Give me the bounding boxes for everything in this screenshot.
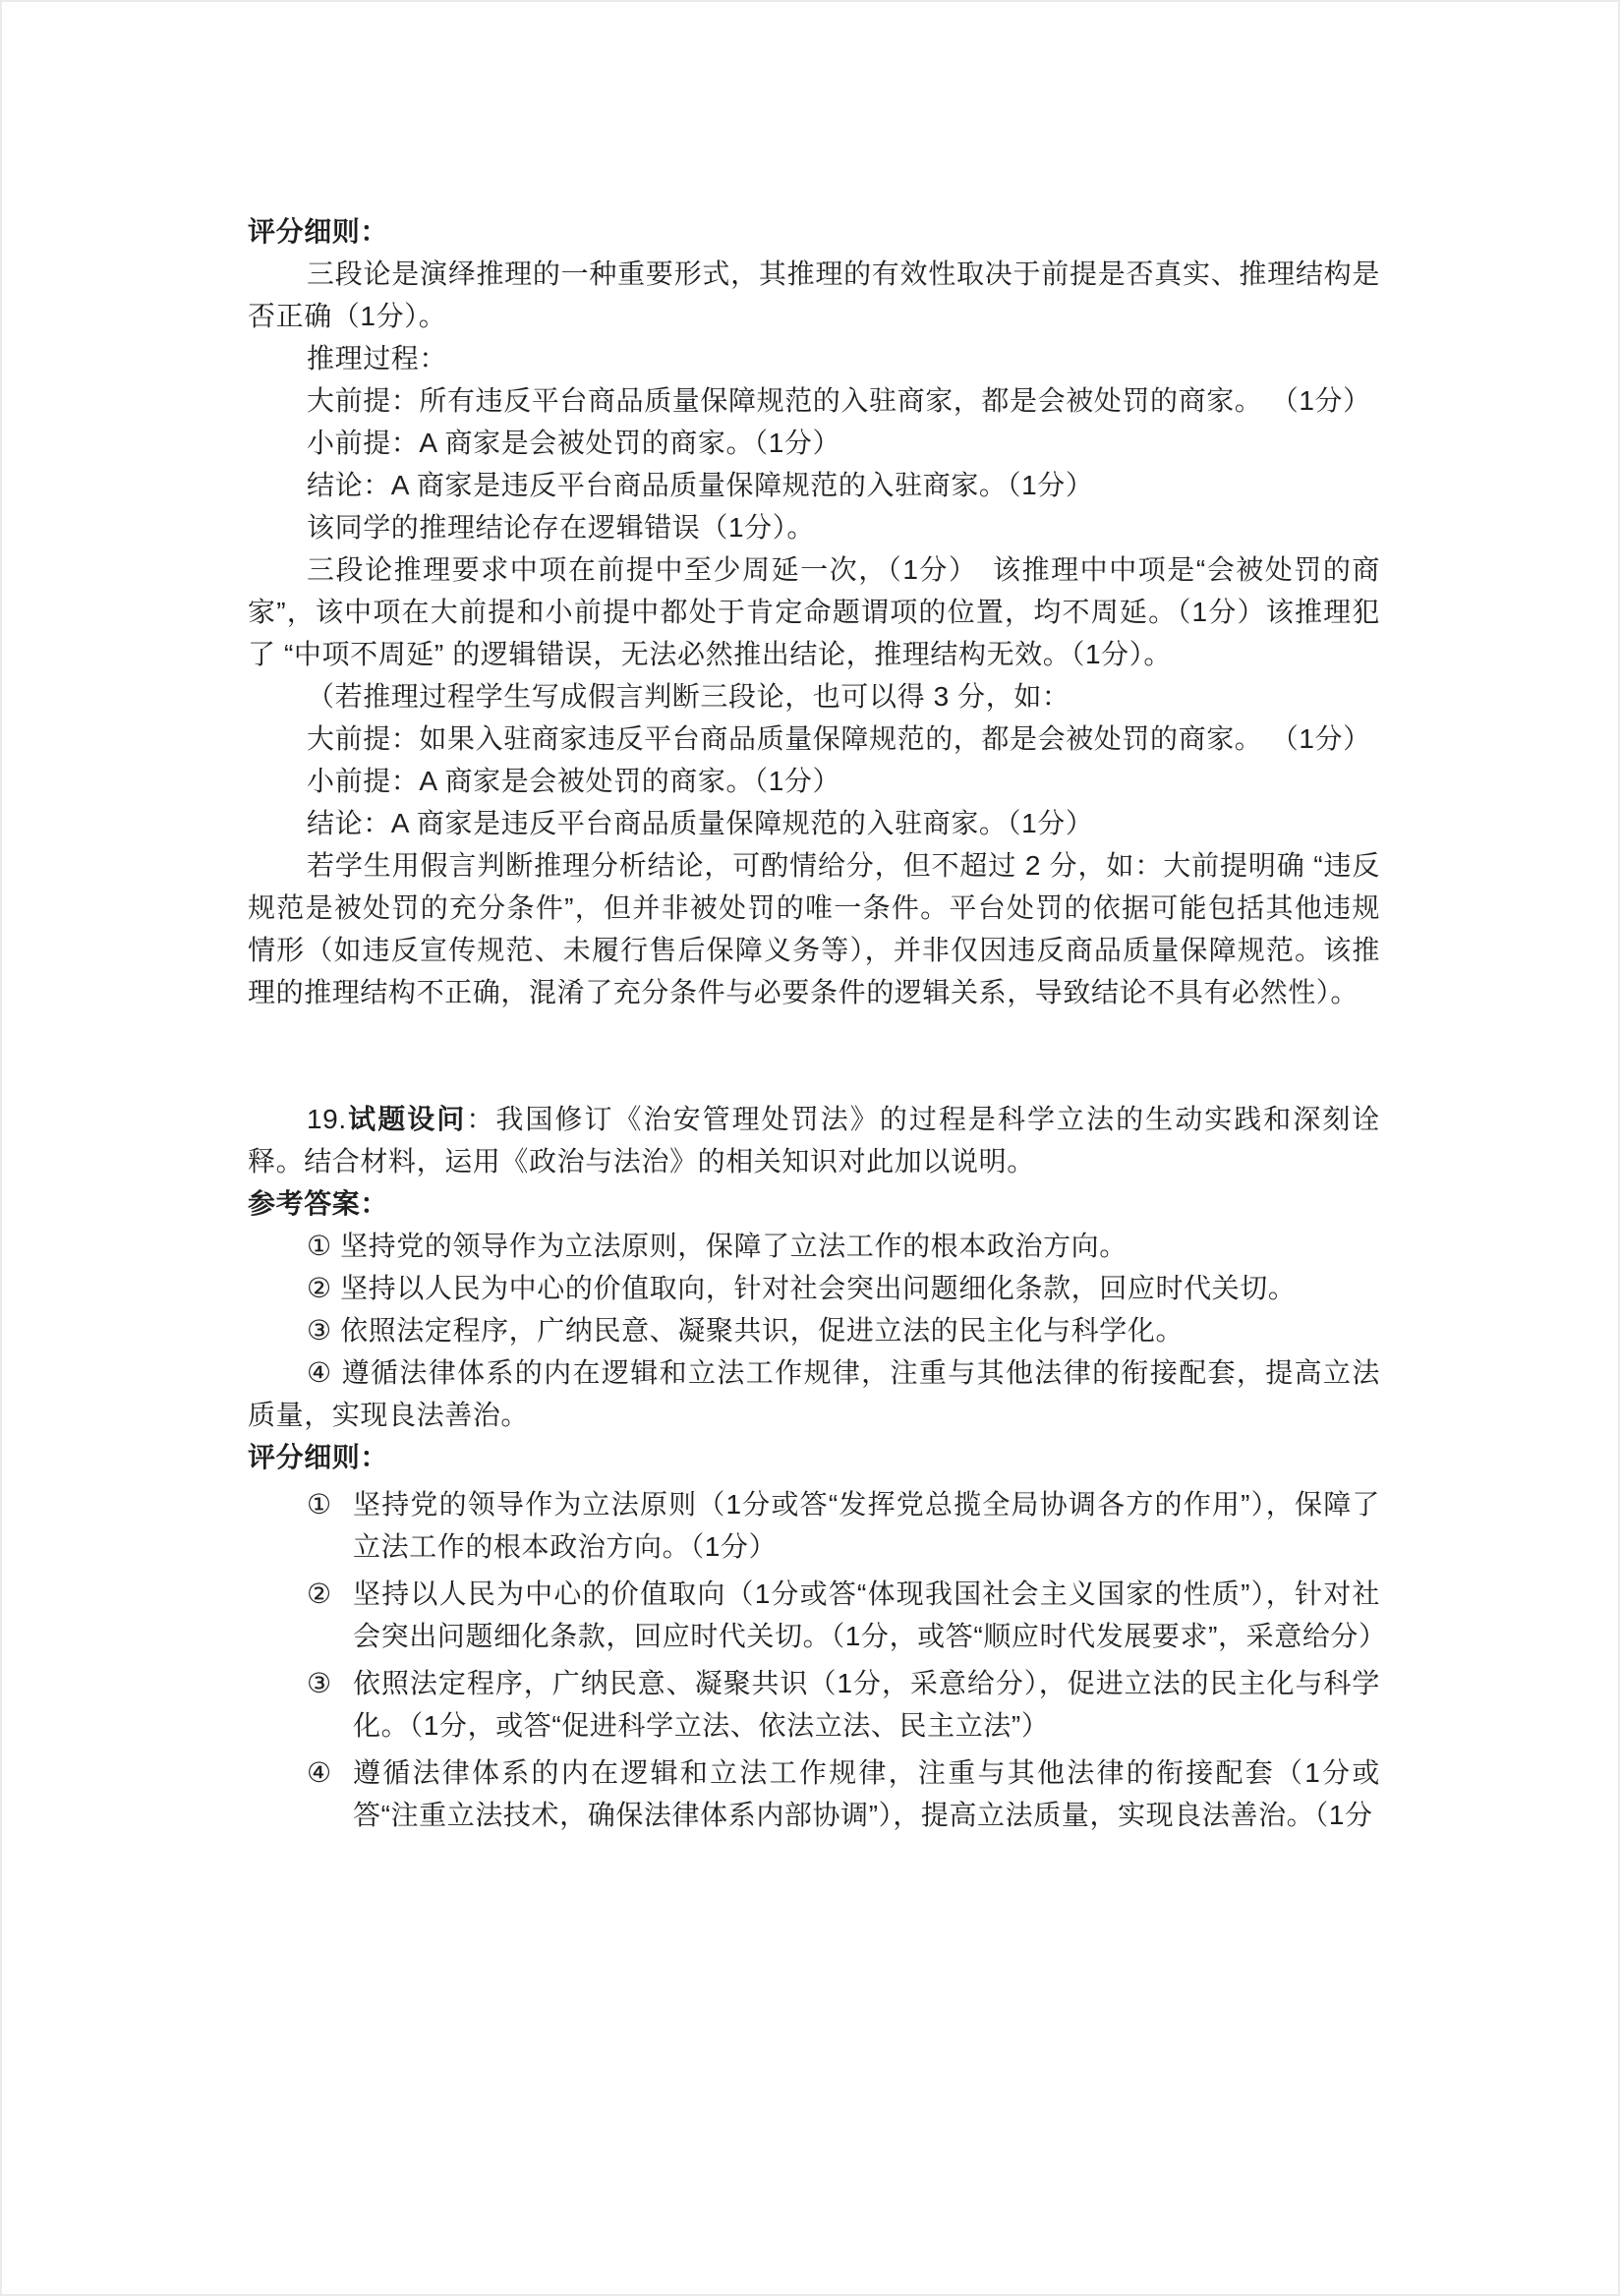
text-run: 该同学的推理结论存在逻辑错误（1分）。 xyxy=(307,512,815,543)
paragraph xyxy=(248,760,1380,802)
paragraph xyxy=(248,1351,1380,1436)
text-run: 三段论是演绎推理的一种重要形式，其推理的有效性取决于前提是否真实、推理结构是否正确（1分）。 xyxy=(248,258,1380,331)
item-text xyxy=(353,1662,1380,1747)
text-run: ② 坚持以人民为中心的价值取向，针对社会突出问题细化条款，回应时代关切。 xyxy=(307,1273,1297,1303)
text-run: ③ 依照法定程序，广纳民意、凝聚共识，促进立法的民主化与科学化。 xyxy=(307,1315,1185,1346)
bold-text-run: 试题设问 xyxy=(346,1104,467,1134)
rubric-item xyxy=(248,1483,1380,1568)
paragraph xyxy=(248,253,1380,337)
item-text xyxy=(353,1573,1387,1657)
text-run: 若学生用假言判断推理分析结论，可酌情给分，但不超过 2 分，如：大前提明确 “违反规范是被处罚的充分条件”，但并非被处罚的唯一条件。平台处罚的依据可能包括其他违规情形（如违反宣传规范、未履行售后保障义务等），并非仅因违反商品质量保障规范。该推理的推理结构不正确，混淆了充分条件与必要条件的逻辑关系，导致结论不具有必然性）。 xyxy=(248,850,1380,1007)
section-heading xyxy=(248,210,1380,253)
text-run: ① 坚持党的领导作为立法原则，保障了立法工作的根本政治方向。 xyxy=(307,1231,1128,1261)
paragraph xyxy=(248,464,1380,506)
text-run: 大前提：如果入驻商家违反平台商品质量保障规范的，都是会被处罚的商家。 （1分） xyxy=(307,723,1371,754)
text-run: 小前提：A 商家是会被处罚的商家。（1分） xyxy=(307,766,841,796)
bold-text-run: 评分细则： xyxy=(248,216,389,247)
text-run: （若推理过程学生写成假言判断三段论，也可以得 3 分，如： xyxy=(307,681,1070,712)
rubric-item xyxy=(248,1662,1380,1747)
paragraph xyxy=(248,1267,1380,1309)
text-run: 大前提：所有违反平台商品质量保障规范的入驻商家，都是会被处罚的商家。 （1分） xyxy=(307,385,1371,416)
text-run: 坚持以人民为中心的价值取向（1分或答“体现我国社会主义国家的性质”），针对社会突出问题细化条款，回应时代关切。（1分，或答“顺应时代发展要求”，采意给分） xyxy=(353,1578,1387,1651)
item-number: ② xyxy=(307,1578,332,1609)
paragraph xyxy=(248,1098,1380,1182)
text-run: 19. xyxy=(307,1104,347,1134)
item-number: ④ xyxy=(307,1757,332,1788)
rubric-item xyxy=(248,1573,1387,1657)
paragraph xyxy=(248,844,1380,1013)
item-number: ③ xyxy=(307,1668,332,1698)
paragraph xyxy=(248,379,1380,422)
paragraph xyxy=(248,422,1380,464)
text-run: 坚持党的领导作为立法原则（1分或答“发挥党总揽全局协调各方的作用”），保障了立法工作的根本政治方向。（1分） xyxy=(353,1489,1380,1562)
text-run: 结论：A 商家是违反平台商品质量保障规范的入驻商家。（1分） xyxy=(307,808,1094,838)
text-run: 三段论推理要求中项在前提中至少周延一次，（1分） 该推理中中项是“会被处罚的商家”，该中项在大前提和小前提中都处于肯定命题谓项的位置，均不周延。（1分）该推理犯了 “中项不周延” 的逻辑错误，无法必然推出结论，推理结构无效。（1分）。 xyxy=(248,554,1380,669)
paragraph xyxy=(248,337,1380,379)
bold-text-run: 参考答案： xyxy=(248,1188,389,1219)
item-text xyxy=(353,1483,1380,1568)
document-content xyxy=(2,2,1618,2294)
text-run: 结论：A 商家是违反平台商品质量保障规范的入驻商家。（1分） xyxy=(307,470,1094,500)
text-run: ：我国修订《治安管理处罚法》的过程是科学立法的生动实践和深刻诠释。结合材料，运用《政治与法治》的相关知识对此加以说明。 xyxy=(248,1104,1381,1177)
text-run: ④ 遵循法律体系的内在逻辑和立法工作规律，注重与其他法律的衔接配套，提高立法质量，实现良法善治。 xyxy=(248,1357,1380,1430)
text-run: 依照法定程序，广纳民意、凝聚共识（1分，采意给分），促进立法的民主化与科学化。（1分，或答“促进科学立法、依法立法、民主立法”） xyxy=(353,1668,1380,1741)
paragraph xyxy=(248,506,1380,548)
text-run: 推理过程： xyxy=(307,343,448,373)
paragraph xyxy=(248,675,1380,718)
paragraph xyxy=(248,1309,1380,1351)
text-run: 遵循法律体系的内在逻辑和立法工作规律，注重与其他法律的衔接配套（1分或答“注重立法技术，确保法律体系内部协调”），提高立法质量，实现良法善治。（1分 xyxy=(353,1757,1380,1830)
item-number: ① xyxy=(307,1489,332,1520)
paragraph xyxy=(248,1225,1380,1267)
item-text xyxy=(353,1751,1380,1836)
section-heading xyxy=(248,1436,1380,1478)
rubric-item xyxy=(248,1751,1380,1836)
paragraph xyxy=(248,802,1380,844)
paragraph xyxy=(248,548,1380,675)
text-run: 小前提：A 商家是会被处罚的商家。（1分） xyxy=(307,428,841,458)
bold-text-run: 评分细则： xyxy=(248,1442,389,1472)
section-heading xyxy=(248,1182,1380,1225)
section-gap xyxy=(248,1013,1380,1098)
paragraph xyxy=(248,718,1380,760)
